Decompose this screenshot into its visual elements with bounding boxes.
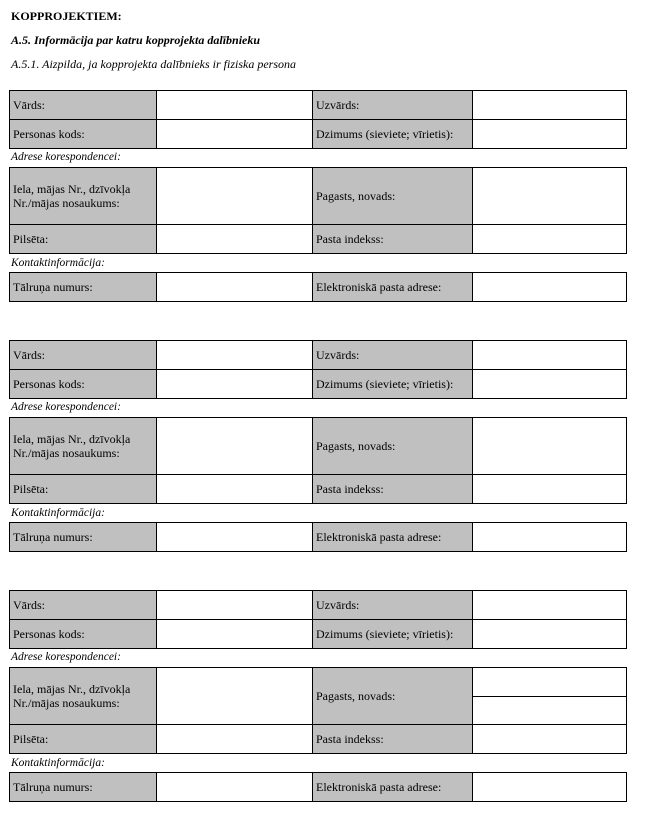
gender-label: Dzimums (sieviete; vīrietis): [313, 620, 473, 649]
gender-field[interactable] [473, 620, 627, 649]
personal-code-label: Personas kods: [10, 620, 157, 649]
street-field[interactable] [157, 668, 313, 725]
postal-field[interactable] [473, 725, 627, 754]
street-field[interactable] [157, 418, 313, 475]
gender-label: Dzimums (sieviete; vīrietis): [313, 370, 473, 399]
postal-field[interactable] [473, 225, 627, 254]
address-heading: Adrese korespondencei: [11, 651, 121, 663]
email-field[interactable] [473, 773, 627, 802]
parish-field[interactable] [473, 418, 627, 475]
personal-code-field[interactable] [157, 370, 313, 399]
page-title: KOPPROJEKTIEM: [11, 9, 122, 23]
email-field[interactable] [473, 273, 627, 302]
last-name-field[interactable] [473, 91, 627, 120]
postal-label: Pasta indekss: [313, 725, 473, 754]
address-table [9, 417, 627, 504]
last-name-label: Uzvārds: [313, 91, 473, 120]
gender-label: Dzimums (sieviete; vīrietis): [313, 120, 473, 149]
phone-label: Tālruņa numurs: [10, 273, 157, 302]
address-table [9, 167, 627, 254]
email-label: Elektroniskā pasta adrese: [313, 523, 473, 552]
city-field[interactable] [157, 475, 313, 504]
phone-field[interactable] [157, 523, 313, 552]
city-field[interactable] [157, 725, 313, 754]
city-label: Pilsēta: [10, 475, 157, 504]
address-heading: Adrese korespondencei: [11, 151, 121, 163]
identity-table [9, 340, 627, 399]
contact-table [9, 522, 627, 552]
email-label: Elektroniskā pasta adrese: [313, 773, 473, 802]
personal-code-field[interactable] [157, 620, 313, 649]
first-name-label: Vārds: [10, 91, 157, 120]
address-heading: Adrese korespondencei: [11, 401, 121, 413]
parish-field-line-2[interactable] [473, 696, 626, 697]
city-label: Pilsēta: [10, 725, 157, 754]
last-name-field[interactable] [473, 591, 627, 620]
phone-field[interactable] [157, 773, 313, 802]
parish-field[interactable] [473, 668, 627, 725]
personal-code-label: Personas kods: [10, 120, 157, 149]
postal-label: Pasta indekss: [313, 225, 473, 254]
first-name-label: Vārds: [10, 341, 157, 370]
identity-table [9, 90, 627, 149]
last-name-field[interactable] [473, 341, 627, 370]
street-label: Iela, mājas Nr., dzīvokļa Nr./mājas nosaukums: [10, 168, 157, 225]
street-label: Iela, mājas Nr., dzīvokļa Nr./mājas nosaukums: [10, 418, 157, 475]
parish-label: Pagasts, novads: [313, 668, 473, 725]
city-label: Pilsēta: [10, 225, 157, 254]
phone-field[interactable] [157, 273, 313, 302]
contact-heading: Kontaktinformācija: [11, 507, 105, 519]
phone-label: Tālruņa numurs: [10, 773, 157, 802]
gender-field[interactable] [473, 370, 627, 399]
parish-label: Pagasts, novads: [313, 418, 473, 475]
section-heading: A.5. Informācija par katru kopprojekta dalībnieku [11, 33, 261, 47]
identity-table [9, 590, 627, 649]
phone-label: Tālruņa numurs: [10, 523, 157, 552]
personal-code-label: Personas kods: [10, 370, 157, 399]
street-field[interactable] [157, 168, 313, 225]
contact-heading: Kontaktinformācija: [11, 757, 105, 769]
postal-field[interactable] [473, 475, 627, 504]
first-name-label: Vārds: [10, 591, 157, 620]
postal-label: Pasta indekss: [313, 475, 473, 504]
parish-split-lines [473, 696, 626, 697]
contact-table [9, 772, 627, 802]
parish-field[interactable] [473, 168, 627, 225]
first-name-field[interactable] [157, 341, 313, 370]
personal-code-field[interactable] [157, 120, 313, 149]
last-name-label: Uzvārds: [313, 341, 473, 370]
subsection-heading: A.5.1. Aizpilda, ja kopprojekta dalībnieks ir fiziska persona [11, 57, 296, 71]
last-name-label: Uzvārds: [313, 591, 473, 620]
parish-label: Pagasts, novads: [313, 168, 473, 225]
street-label: Iela, mājas Nr., dzīvokļa Nr./mājas nosaukums: [10, 668, 157, 725]
contact-heading: Kontaktinformācija: [11, 257, 105, 269]
email-field[interactable] [473, 523, 627, 552]
gender-field[interactable] [473, 120, 627, 149]
email-label: Elektroniskā pasta adrese: [313, 273, 473, 302]
first-name-field[interactable] [157, 91, 313, 120]
contact-table [9, 272, 627, 302]
first-name-field[interactable] [157, 591, 313, 620]
city-field[interactable] [157, 225, 313, 254]
address-table [9, 667, 627, 754]
